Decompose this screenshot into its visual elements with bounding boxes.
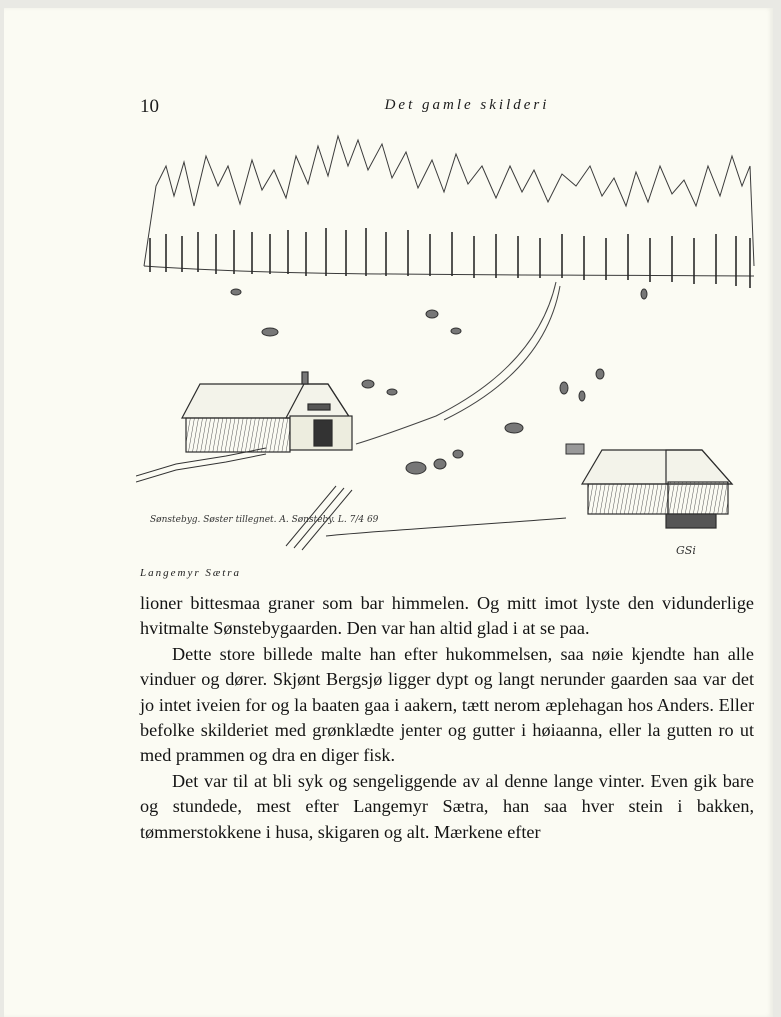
hill-fence (356, 282, 560, 444)
paragraph: Det var til at bli syk og sengeliggende av al denne lange vinter. Even gik bare og stundede, mest efter Langemyr Sætra, han saa hver stein i bakken, tømmerstokkene i husa, skigaren og alt. Mærkene efter (140, 770, 754, 842)
page-header (140, 96, 754, 120)
farm-sketch-illustration (136, 126, 758, 558)
forest (144, 136, 754, 276)
figure-caption: Langemyr Sætra (140, 567, 242, 579)
signature-sketch: Sønstebyg. Søster tillegnet. A. Sønsteby. L. 7/4 69 (150, 515, 379, 525)
body-text (140, 591, 754, 845)
book-page (4, 8, 773, 1017)
right-barn (582, 450, 732, 528)
foreground (136, 448, 566, 550)
left-barn (182, 372, 352, 452)
page-number: 10 (140, 96, 159, 117)
tree-trunks (150, 228, 750, 288)
running-title: Det gamle skilderi (384, 97, 550, 113)
paragraph: lioner bittesmaa graner som bar himmelen. Og mitt imot lyste den vidunderlige hvitmalte Sønstebygaarden. Den var han altid glad i at se paa. (140, 593, 754, 639)
paragraph: Dette store billede malte han efter hukommelsen, saa nøie kjendte han alle vinduer og dører. Skjønt Bergsjø ligger dypt og langt nerunder gaarden saa var det jo intet iveien for og la baaten gaa i aakern, tætt nerom æplehagan hos Anders. Eller befolke skilderiet med grønklædte jenter og gutter i høiaanna, eller la gutten ro ut med prammen og dra en diger fisk. (140, 643, 754, 766)
artist-monogram: GSi (676, 544, 696, 557)
